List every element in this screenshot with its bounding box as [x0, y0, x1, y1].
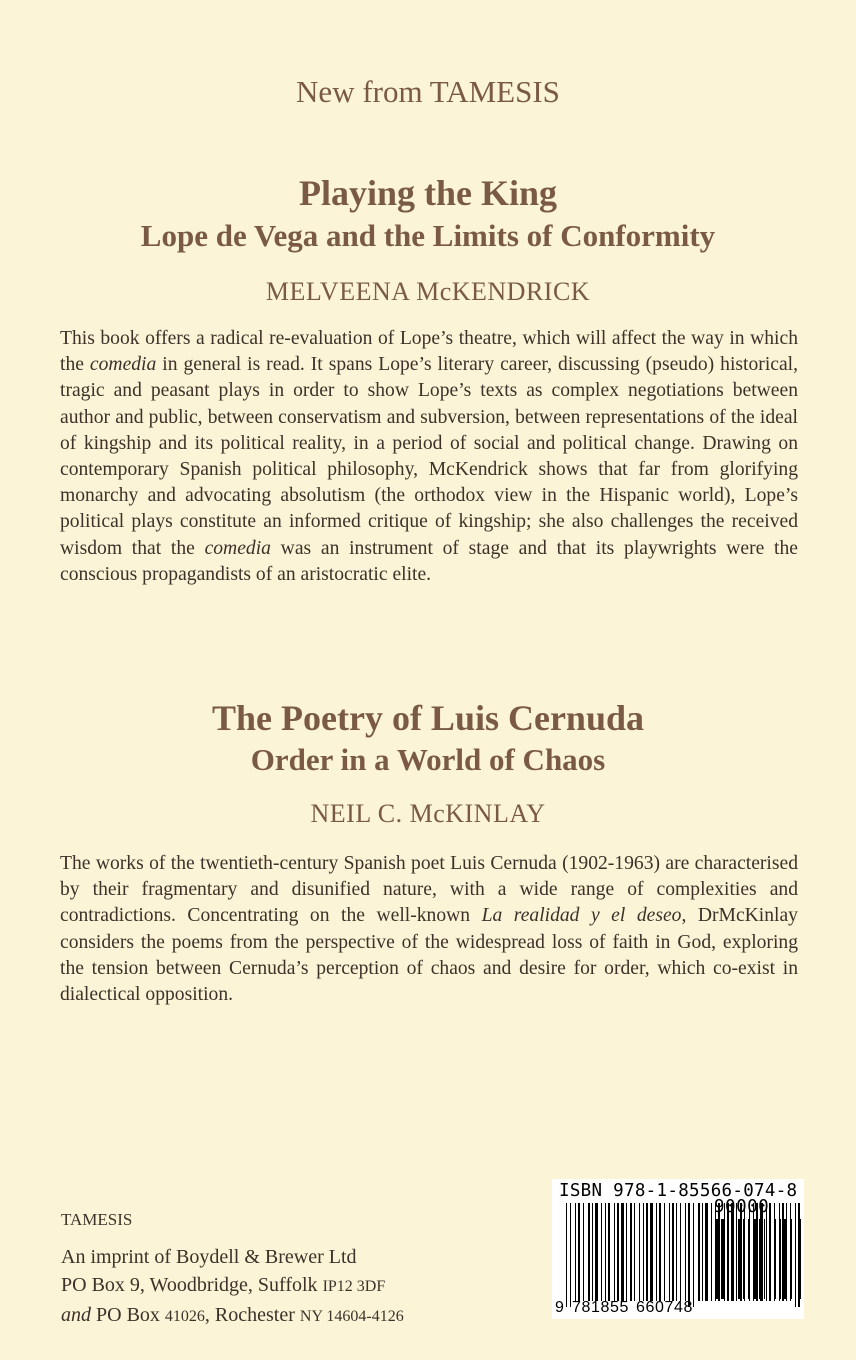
barcode-bar [614, 1203, 615, 1301]
barcode-bar [760, 1203, 763, 1301]
barcode-bar [724, 1203, 725, 1301]
barcode-bar [680, 1203, 681, 1301]
barcode-addon-bar [770, 1219, 771, 1299]
book1-author-text: MELVEENA McKENDRICK [265, 277, 591, 306]
book2-author-text: NEIL C. McKINLAY [310, 799, 546, 828]
barcode-addon-bar [784, 1219, 787, 1299]
barcode-bar [601, 1203, 602, 1301]
barcode-bar [718, 1203, 720, 1301]
barcode-bar [782, 1203, 784, 1301]
barcode-addon-bar [743, 1219, 745, 1299]
barcode-bar [798, 1203, 800, 1307]
barcode-bar [672, 1203, 674, 1301]
barcode-bar [698, 1203, 700, 1301]
barcode-bar [566, 1203, 567, 1307]
barcode-bar [664, 1203, 665, 1301]
barcode-bar [688, 1203, 690, 1307]
book1-subtitle: Lope de Vega and the Limits of Conformity [140, 218, 716, 253]
publisher-name: TAMESIS [61, 1210, 133, 1229]
barcode-addon-bar [774, 1219, 776, 1299]
barcode-addon-bar [721, 1219, 724, 1299]
ean-first-digit: 9 [555, 1299, 565, 1316]
barcode-bar [575, 1203, 576, 1301]
barcode-addon-bar [759, 1219, 760, 1299]
book1-blurb-part: was an instrument of stage and that its playwrights were the conscious propagandists of an aristocratic elite. [60, 537, 798, 585]
book1-title: Playing the King [298, 173, 558, 213]
book1-blurb-part: in general is read. It spans Lope’s literary career, discussing (pseudo) historical, tragic and peasant plays in order to show Lope’s texts as complex negotiations between author and public, between conservatism and subversion, between representations of the ideal of kingship and its political reality, in a period of social and political change. Drawing on contemporary Spanish political philosophy, McKendrick shows that far from glorifying monarchy and advocating absolutism (the orthodox view in the Hispanic world), Lope’s political plays constitute an informed critique of kingship; she also challenges the received wisdom that the [60, 354, 798, 559]
book2-subtitle: Order in a World of Chaos [250, 742, 606, 777]
address-line-3 [61, 1301, 404, 1331]
barcode-bar [643, 1203, 644, 1301]
imprint-heading: New from TAMESIS [296, 74, 560, 109]
book2-blurb-part: , DrMcKinlay considers the poems from the perspective of the widespread loss of faith in God, exploring the tension between Cernuda’s perception of chaos and desire for order, which co-exist in dialectical opposition. [60, 905, 798, 1006]
book1-blurb-italic: comedia [89, 354, 157, 376]
barcode-bar [705, 1203, 708, 1301]
barcode-bar [578, 1203, 580, 1301]
address-part: , Rochester [204, 1304, 300, 1326]
barcode-bar [630, 1203, 632, 1301]
publisher-address [61, 1243, 404, 1331]
barcode-bar [676, 1203, 677, 1301]
barcode-bar [608, 1203, 610, 1301]
address-line-1: An imprint of Boydell & Brewer Ltd [61, 1246, 357, 1268]
barcode-addon-bar [716, 1219, 718, 1299]
barcode-bar [659, 1203, 661, 1301]
barcode-bar [605, 1203, 606, 1301]
barcode-bar [570, 1203, 571, 1307]
barcode-bar [766, 1203, 767, 1301]
ean-right-digits: 660748 [636, 1299, 693, 1316]
barcode-bar [656, 1203, 657, 1301]
barcode-bar [685, 1203, 686, 1301]
barcode-bar [639, 1203, 640, 1301]
book1-blurb-part: This book offers a radical re-evaluation of Lope’s theatre, which will affect the way in which the [60, 328, 798, 376]
book2-blurb-italic: La realidad y el deseo [481, 905, 682, 927]
barcode-addon-bar [795, 1219, 796, 1299]
barcode-addon-bar [753, 1219, 756, 1299]
barcode-bar [588, 1203, 590, 1301]
book2-author [0, 799, 856, 829]
barcode-bar [650, 1203, 653, 1301]
address-part: PO Box 9, Woodbridge, Suffolk [61, 1274, 323, 1296]
barcode-bar [736, 1203, 737, 1301]
barcode-bar [617, 1203, 619, 1301]
book2-blurb [60, 851, 798, 1008]
barcode-bar [749, 1203, 750, 1301]
barcode-bar [595, 1203, 598, 1301]
barcode-addon-bar [748, 1219, 749, 1299]
address-zip: NY 14604-4126 [299, 1308, 404, 1325]
address-part: PO Box [91, 1304, 165, 1326]
barcode-bar [715, 1203, 716, 1301]
barcode-addon-bar [780, 1219, 781, 1299]
book1-author [0, 277, 856, 307]
book1-blurb-italic: comedia [204, 537, 271, 559]
barcode [552, 1179, 804, 1319]
barcode-bar [634, 1203, 635, 1301]
barcode-bar [702, 1203, 703, 1301]
barcode-addon-bar [764, 1219, 765, 1299]
barcode-addon-bar [800, 1219, 801, 1299]
barcode-bar [592, 1203, 593, 1301]
barcode-bar [669, 1203, 670, 1301]
barcode-addon-bar [790, 1219, 792, 1299]
address-postcode: IP12 3DF [322, 1278, 386, 1295]
barcode-bar [779, 1203, 780, 1301]
ean-left-digits: 781855 [572, 1299, 629, 1316]
barcode-bar [711, 1203, 712, 1301]
address-and: and [61, 1304, 91, 1326]
barcode-addon-bar [738, 1219, 740, 1299]
book2-title: The Poetry of Luis Cernuda [212, 698, 644, 738]
barcode-bar [693, 1203, 694, 1307]
book2-blurb-part: The works of the twentieth-century Spanish poet Luis Cernuda (1902-1963) are characterised by their fragmentary and disunified nature, with a wide range of complexities and contradictions. Concentrating on the well-known [60, 853, 798, 927]
barcode-bar [626, 1203, 627, 1301]
book1-blurb [60, 326, 798, 588]
barcode-bar [646, 1203, 648, 1301]
barcode-addon-bar [728, 1219, 729, 1299]
barcode-bar [621, 1203, 624, 1301]
barcode-bar [756, 1203, 758, 1301]
isbn-label: ISBN 978-1-85566-074-8 [559, 1181, 798, 1201]
address-po-number: 41026 [164, 1308, 205, 1325]
price-code: 90000 [714, 1197, 770, 1217]
barcode-bar [583, 1203, 584, 1301]
address-line-2 [61, 1271, 404, 1301]
barcode-addon-bar [732, 1219, 733, 1299]
barcode-bar [740, 1203, 742, 1301]
